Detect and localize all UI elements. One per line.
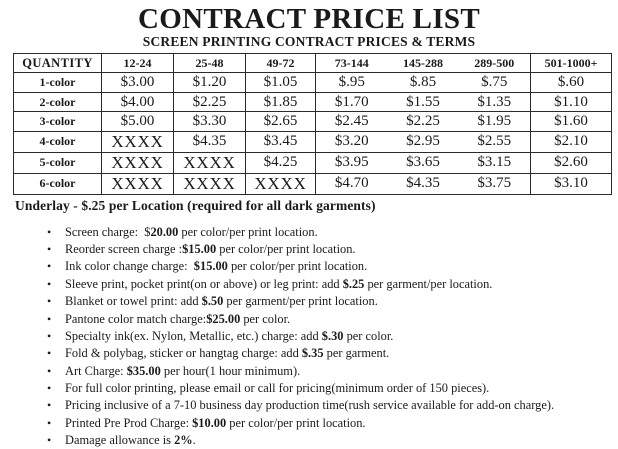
row-label: 5-color [14,152,102,173]
price-cell: $2.65 [246,112,316,132]
price-cell: $1.05 [246,73,316,93]
table-row [14,92,612,112]
price-cell: $2.10 [531,131,612,152]
row-label: 3-color [14,112,102,132]
price-cell: $4.35 [174,131,246,152]
term-text: For full color printing, please email or call for pricing(minimum order of 150 pieces). [65,380,490,395]
column-header-quantity: QUANTITY [14,54,102,73]
price-cell: $2.55 [459,131,531,152]
price-cell: $4.00 [102,92,174,112]
bullet-icon: • [47,415,52,430]
term-text: . [192,432,196,447]
price-cell: $.60 [531,73,612,93]
price-cell: $.75 [459,73,531,93]
term-text: Blanket or towel print: add [65,294,202,309]
term-item [0,432,618,449]
price-cell: $1.85 [246,92,316,112]
price-cell: $3.95 [316,152,388,173]
row-label: 1-color [14,73,102,93]
table-row [14,73,612,93]
term-text: Damage allowance is [65,432,175,447]
price-cell: $.95 [316,73,388,93]
price-cell: $3.20 [316,131,388,152]
bullet-icon: • [47,363,52,378]
term-text: per garment. [323,346,390,361]
term-amount: $.25 [342,276,365,291]
column-header-501-1000: 501-1000+ [531,54,612,73]
bullet-icon: • [47,294,52,309]
bullet-icon: • [47,242,52,257]
table-header-row [14,54,612,73]
term-text: per color/per print location. [226,415,366,430]
page-title: CONTRACT PRICE LIST [138,3,480,35]
term-item [0,345,618,362]
term-text: Screen charge: $ [65,224,151,239]
term-text: per color/per print location. [178,224,318,239]
term-text: per color/per print location. [216,242,356,257]
price-cell: $3.00 [102,73,174,93]
price-cell: $2.45 [316,112,388,132]
price-cell: $1.55 [388,92,459,112]
bullet-icon: • [47,311,52,326]
bullet-icon: • [47,380,52,395]
price-cell: $1.70 [316,92,388,112]
contract-price-table [13,53,612,195]
price-cell: $1.60 [531,112,612,132]
price-cell: $3.30 [174,112,246,132]
term-item [0,224,618,241]
bullet-icon: • [47,432,52,447]
price-cell: $1.20 [174,73,246,93]
terms-list [0,224,618,449]
column-header-12-24: 12-24 [102,54,174,73]
price-cell: $2.25 [174,92,246,112]
column-header-145-288: 145-288 [388,54,459,73]
term-amount: $.50 [201,294,224,309]
term-text: Art Charge: [65,363,127,378]
term-item [0,293,618,310]
bullet-icon: • [47,224,52,239]
bullet-icon: • [47,398,52,413]
price-cell: XXXX [174,173,246,194]
term-amount: $.35 [301,346,324,361]
price-cell: $2.95 [388,131,459,152]
term-text: per color. [240,311,291,326]
term-text: Reorder screen charge : [65,242,183,257]
price-cell: $4.70 [316,173,388,194]
term-item [0,363,618,380]
term-amount: $15.00 [193,259,228,274]
row-label: 6-color [14,173,102,194]
term-text: Specialty ink(ex. Nylon, Metallic, etc.) charge: add [65,328,322,343]
column-header-49-72: 49-72 [246,54,316,73]
term-text: per color. [343,328,394,343]
table-row [14,173,612,194]
row-label: 4-color [14,131,102,152]
term-amount: $25.00 [206,311,241,326]
term-item [0,328,618,345]
price-cell: $1.10 [531,92,612,112]
bullet-icon: • [47,346,52,361]
term-amount: $.30 [321,328,344,343]
price-cell: $3.75 [459,173,531,194]
price-cell: $3.45 [246,131,316,152]
term-text: per hour(1 hour minimum). [160,363,301,378]
term-amount: 20.00 [150,224,179,239]
term-amount: $15.00 [182,242,217,257]
term-item [0,380,618,397]
price-cell: $3.10 [531,173,612,194]
price-cell: XXXX [102,152,174,173]
term-text: Fold & polybag, sticker or hangtag charge: add [65,346,302,361]
price-cell: $2.25 [388,112,459,132]
price-cell: $5.00 [102,112,174,132]
term-item [0,258,618,275]
column-header-289-500: 289-500 [459,54,531,73]
table-row [14,112,612,132]
term-text: Pantone color match charge: [65,311,207,326]
price-cell: XXXX [174,152,246,173]
term-item [0,241,618,258]
bullet-icon: • [47,276,52,291]
term-amount: 2% [174,432,193,447]
column-header-73-144: 73-144 [316,54,388,73]
bullet-icon: • [47,328,52,343]
term-item [0,311,618,328]
price-cell: $3.15 [459,152,531,173]
page-subtitle: SCREEN PRINTING CONTRACT PRICES & TERMS [142,34,476,50]
price-cell: $4.25 [246,152,316,173]
row-label: 2-color [14,92,102,112]
term-text: Sleeve print, pocket print(on or above) or leg print: add [65,276,343,291]
term-text: per color/per print location. [227,259,368,274]
price-cell: $1.95 [459,112,531,132]
underlay-note: Underlay - $.25 per Location (required for all dark garments) [15,197,376,213]
term-text: Printed Pre Prod Charge: [65,415,193,430]
term-item [0,397,618,414]
price-cell: XXXX [246,173,316,194]
table-row [14,152,612,173]
price-cell: $2.60 [531,152,612,173]
term-item [0,276,618,293]
term-amount: $35.00 [126,363,161,378]
price-cell: XXXX [102,131,174,152]
term-text: per garment/per print location. [223,294,378,309]
price-cell: $3.65 [388,152,459,173]
price-cell: $4.35 [388,173,459,194]
price-cell: XXXX [102,173,174,194]
bullet-icon: • [47,259,52,274]
term-amount: $10.00 [192,415,227,430]
column-header-25-48: 25-48 [174,54,246,73]
table-row [14,131,612,152]
price-cell: $1.35 [459,92,531,112]
term-item [0,415,618,432]
price-cell: $.85 [388,73,459,93]
term-text: Ink color change charge: [65,259,194,274]
term-text: Pricing inclusive of a 7-10 business day production time(rush service available for add-on charge). [65,398,555,413]
term-text: per garment/per location. [364,276,493,291]
